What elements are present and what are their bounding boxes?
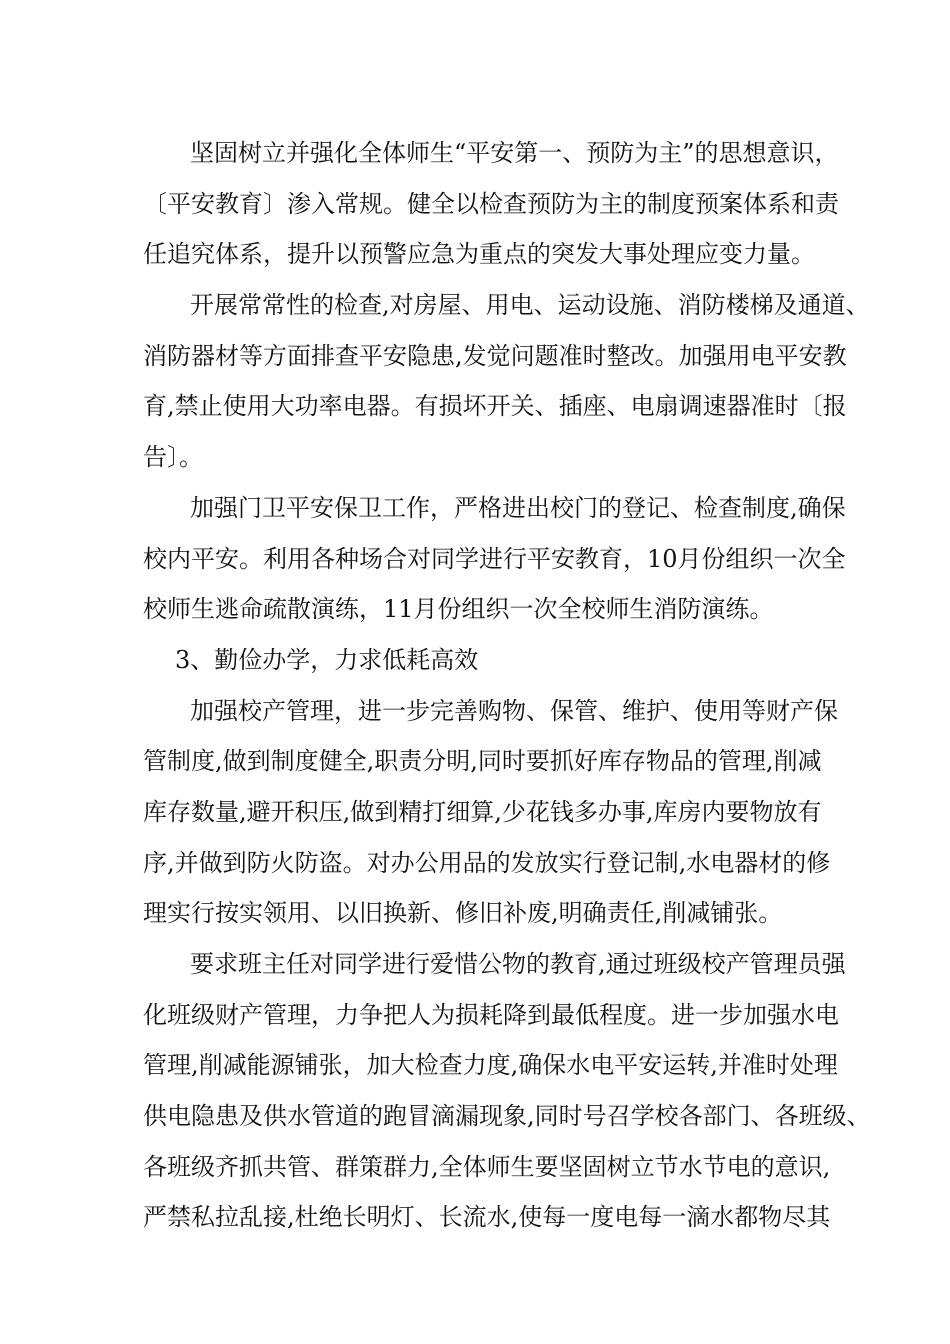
paragraph-line: 序,并做到防火防盗。对办公用品的发放实行登记制,水电器材的修 [143,848,831,877]
paragraph-line: 各班级齐抓共管、群策群力,全体师生要坚固树立节水节电的意识, [143,1152,831,1181]
paragraph-line: 严禁私拉乱接,杜绝长明灯、长流水,使每一度电每一滴水都物尽其 [143,1203,831,1232]
paragraph-line: 供电隐患及供水管道的跑冒滴漏现象,同时号召学校各部门、各班级、 [143,1102,871,1131]
paragraph-line: 管制度,做到制度健全,职责分明,同时要抓好库存物品的管理,削减 [143,747,822,776]
paragraph-line: 〔平安教育〕渗入常规。健全以检查预防为主的制度预案体系和责 [143,189,839,218]
paragraph-line: 坚固树立并强化全体师生“平安第一、预防为主”的思想意识， [190,139,839,167]
section-heading: 3、勤俭办学，力求低耗高效 [175,645,479,674]
document-body [143,128,871,1243]
paragraph-line: 育,禁止使用大功率电器。有损坏开关、插座、电扇调速器准时〔报 [143,392,847,421]
paragraph-line: 化班级财产管理，力争把人为损耗降到最低程度。进一步加强水电 [143,1000,839,1029]
paragraph-line: 加强校产管理，进一步完善购物、保管、维护、使用等财产保 [190,696,838,725]
paragraph-line: 校内平安。利用各种场合对同学进行平安教育，10月份组织一次全 [143,544,846,573]
paragraph-line: 库存数量,避开积压,做到精打细算,少花钱多办事,库房内要物放有 [143,797,822,826]
paragraph-line: 加强门卫平安保卫工作，严格进出校门的登记、检查制度,确保 [190,493,846,522]
paragraph-line: 开展常常性的检查,对房屋、用电、运动设施、消防楼梯及通道、 [190,291,870,320]
paragraph-line: 理实行按实领用、以旧换新、修旧补废,明确责任,削减铺张。 [143,899,783,928]
paragraph-line: 任追究体系，提升以预警应急为重点的突发大事处理应变力量。 [143,240,815,269]
paragraph-line: 管理,削减能源铺张，加大检查力度,确保水电平安运转,并准时处理 [143,1051,838,1080]
paragraph-line: 校师生逃命疏散演练，11月份组织一次全校师生消防演练。 [143,595,774,624]
paragraph-line: 要求班主任对同学进行爱惜公物的教育,通过班级校产管理员强 [190,950,846,978]
paragraph-line: 告〕。 [143,443,203,472]
paragraph-line: 消防器材等方面排查平安隐患,发觉问题准时整改。加强用电平安教 [143,341,847,370]
